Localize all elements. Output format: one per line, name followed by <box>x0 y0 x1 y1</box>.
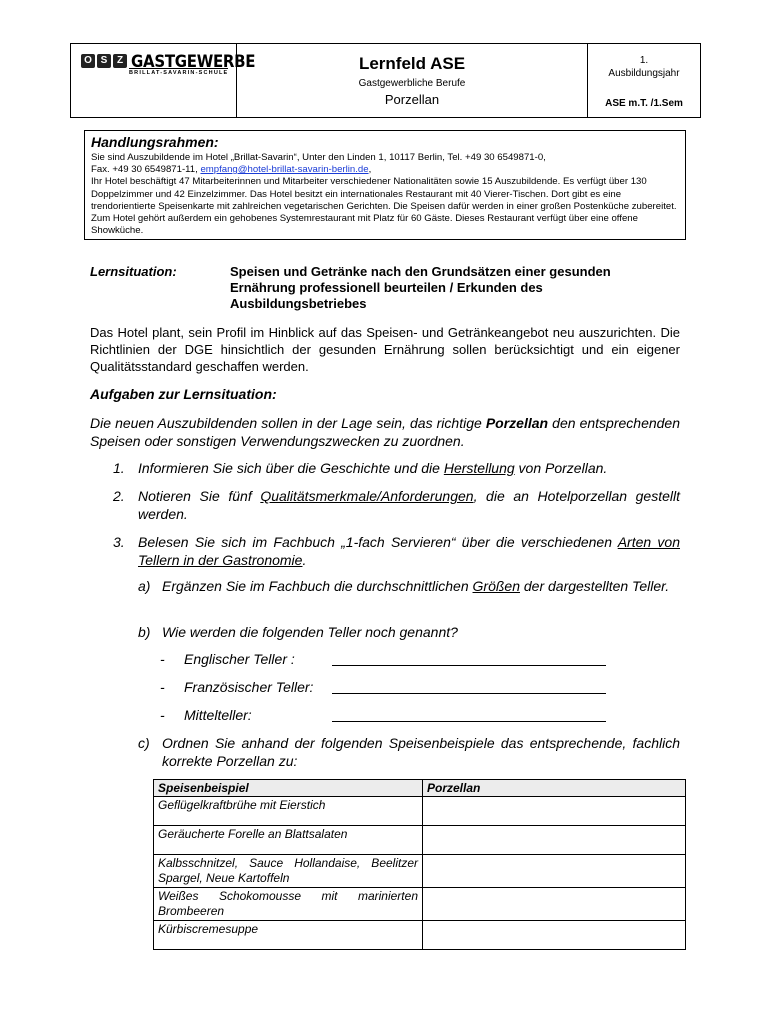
table-row <box>154 921 686 950</box>
dash: - <box>160 707 165 723</box>
task-2 <box>113 487 680 523</box>
task-2-underlined: Qualitätsmerkmale/Anforderungen <box>260 488 474 504</box>
dish-cell: Geräucherte Forelle an Blattsalaten <box>154 826 423 855</box>
logo-letter: S <box>97 54 111 68</box>
document-title: Lernfeld ASE <box>358 54 466 73</box>
aufgaben-lead <box>90 414 680 450</box>
teller-label: Englischer Teller : <box>184 651 295 667</box>
table-row <box>154 797 686 826</box>
task-3c-text: Ordnen Sie anhand der folgenden Speisenbeispiele das entsprechende, fachlich korrekte Porzellan zu: <box>162 735 680 769</box>
answer-row <box>160 706 252 724</box>
task-3-number: 3. <box>113 534 125 550</box>
task-3b-text: Wie werden die folgenden Teller noch genannt? <box>162 624 458 640</box>
task-1-underlined: Herstellung <box>443 460 515 476</box>
handlungsrahmen-box <box>84 130 686 240</box>
task-1 <box>113 459 680 477</box>
dish-cell: Weißes Schokomousse mit marinierten Brombeeren <box>154 888 423 921</box>
column-header: Speisenbeispiel <box>154 780 423 797</box>
task-2-post: , die an Hotelporzellan gestellt werden. <box>138 488 680 522</box>
task-3a-pre: Ergänzen Sie im Fachbuch die durchschnittlichen <box>162 578 473 594</box>
answer-line[interactable] <box>332 693 606 694</box>
year-number: 1. <box>639 55 649 66</box>
logo-letter: Z <box>113 54 127 68</box>
dash: - <box>160 651 165 667</box>
table-header-row <box>154 780 686 797</box>
teller-label: Französischer Teller: <box>184 679 314 695</box>
porzellan-cell[interactable] <box>423 888 686 921</box>
task-3-pre: Belesen Sie sich im Fachbuch „1-fach Servieren“ über die verschiedenen <box>138 534 618 550</box>
dash: - <box>160 679 165 695</box>
task-3c-letter: c) <box>138 735 150 751</box>
lernsituation-label: Lernsituation: <box>90 264 177 279</box>
lead-post: den entsprechenden Speisen oder sonstigen Verwendungszwecken zu zuordnen. <box>90 415 680 449</box>
task-3c <box>138 734 680 770</box>
logo-subtitle: BRILLAT-SAVARIN-SCHULE <box>129 70 229 76</box>
frame-text <box>91 152 679 237</box>
intro-paragraph: Das Hotel plant, sein Profil im Hinblick auf das Speisen- und Getränkeangebot neu auszurichten. Die Richtlinien der DGE hinsichtlich der gesunden Ernährung sollen berücksichtigt und ein eigener Qualitätsstandard geschaffen werden. <box>90 325 680 374</box>
frame-line2-pre: Fax. +49 30 6549871-11, <box>91 164 201 176</box>
task-1-pre: Informieren Sie sich über die Geschichte und die <box>138 460 444 476</box>
dish-cell: Geflügelkraftbrühe mit Eierstich <box>154 797 423 826</box>
header-year-cell <box>588 44 700 117</box>
lernsituation-text: Speisen und Getränke nach den Grundsätzen einer gesunden Ernährung professionell beurteilen / Erkunden des Ausbildungsbetriebes <box>230 264 611 311</box>
porzellan-cell[interactable] <box>423 855 686 888</box>
document-subtitle: Gastgewerbliche Berufe <box>358 78 466 89</box>
table-row <box>154 855 686 888</box>
task-1-post: von Porzellan. <box>514 460 608 476</box>
frame-line2-post: , <box>368 164 372 176</box>
answer-line[interactable] <box>332 665 606 666</box>
document-topic: Porzellan <box>384 92 440 107</box>
task-3b <box>138 623 680 641</box>
email-link[interactable]: empfang@hotel-brillat-savarin-berlin.de <box>200 164 369 176</box>
column-header: Porzellan <box>423 780 686 797</box>
task-3b-letter: b) <box>138 624 151 640</box>
task-3 <box>113 533 680 569</box>
dish-cell: Kürbiscremesuppe <box>154 921 423 950</box>
task-1-number: 1. <box>113 460 125 476</box>
task-3-underlined: Arten von Tellern in der Gastronomie <box>138 534 680 568</box>
task-3a-underlined: Größen <box>472 578 520 594</box>
dish-cell: Kalbsschnitzel, Sauce Hollandaise, Beelitzer Spargel, Neue Kartoffeln <box>154 855 423 888</box>
teller-label: Mittelteller: <box>184 707 252 723</box>
lead-pre: Die neuen Auszubildenden sollen in der Lage sein, das richtige <box>90 415 486 431</box>
frame-heading: Handlungsrahmen: <box>91 134 219 150</box>
porzellan-table <box>153 779 686 950</box>
logo-letter: O <box>81 54 95 68</box>
porzellan-cell[interactable] <box>423 826 686 855</box>
frame-rest: Ihr Hotel beschäftigt 47 Mitarbeiterinnen und Mitarbeiter verschiedener Nationalitäten sowie 15 Auszubildende. Es verfügt über 130 Doppelzimmer und 42 Einzelzimmer. Das Hotel besitzt ein internationales Restaurant mit 40 Vierer-Tischen. Dort gibt es eine trendorientierte Speisenkarte mit zahlreichen vegetarischen Gerichten. Die Speisen dafür werden in einer großen Postenküche zubereitet. Zum Hotel gehört außerdem ein gehobenes Systemrestaurant mit Platz für 60 Gäste. Dieses Restaurant verfügt über eine offene Showküche. <box>91 176 677 237</box>
aufgaben-heading: Aufgaben zur Lernsituation: <box>90 386 277 402</box>
porzellan-cell[interactable] <box>423 921 686 950</box>
porzellan-cell[interactable] <box>423 797 686 826</box>
school-logo <box>71 44 256 117</box>
document-header <box>70 43 701 118</box>
table-row <box>154 888 686 921</box>
semester-label: ASE m.T. /1.Sem <box>605 98 683 109</box>
frame-line1: Sie sind Auszubildende im Hotel „Brillat-Savarin“, Unter den Linden 1, 10117 Berlin, Tel. +49 30 6549871-0, <box>91 152 546 163</box>
answer-row <box>160 650 295 668</box>
answer-row <box>160 678 314 696</box>
year-label: Ausbildungsjahr <box>608 68 680 79</box>
task-3-post: . <box>302 552 307 568</box>
task-2-pre: Notieren Sie fünf <box>138 488 261 504</box>
table-row <box>154 826 686 855</box>
task-2-number: 2. <box>113 488 125 504</box>
logo-wordmark: GASTGEWERBE <box>131 50 256 72</box>
answer-line[interactable] <box>332 721 606 722</box>
task-3a-letter: a) <box>138 578 151 594</box>
task-3a-post: der dargestellten Teller. <box>519 578 670 594</box>
header-title-cell <box>237 44 588 117</box>
lead-bold: Porzellan <box>485 415 549 431</box>
task-3a <box>138 577 680 595</box>
